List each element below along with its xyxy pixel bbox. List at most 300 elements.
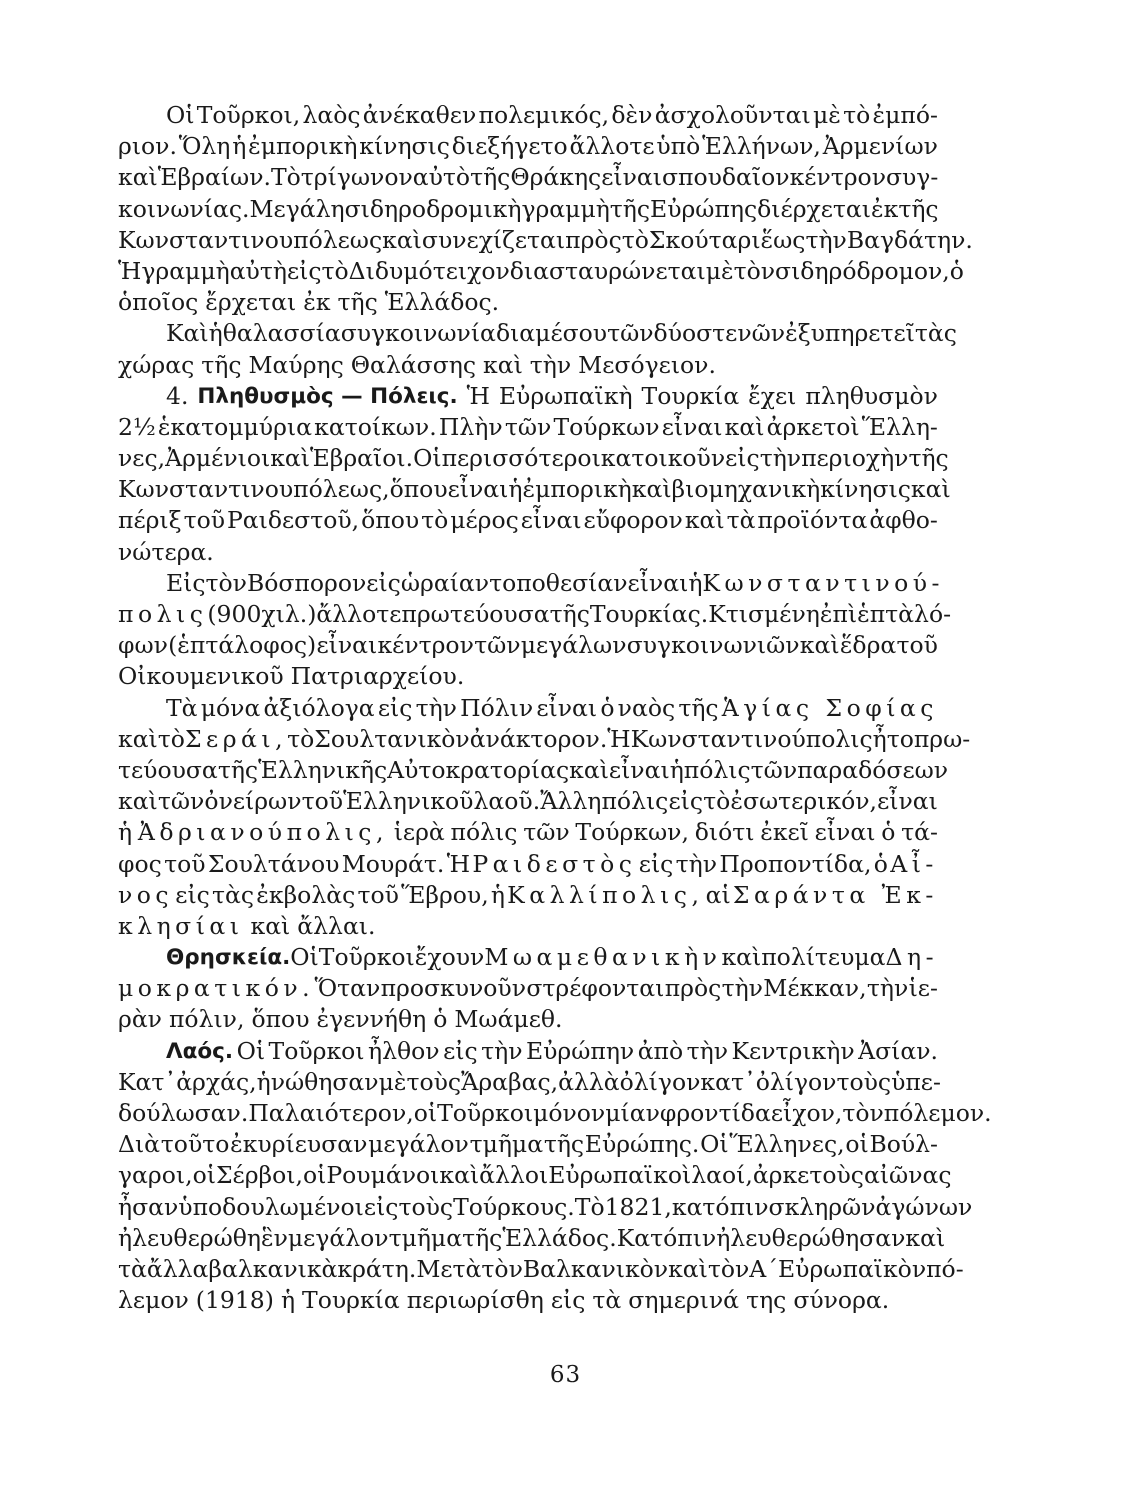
word: ἐκυρίευσαν: [230, 1130, 368, 1159]
word: ἔρχεται: [205, 288, 297, 317]
word: Προποντίδα,: [719, 849, 872, 878]
word: προϊόντα: [757, 506, 868, 535]
word: λαοί,: [691, 1161, 753, 1190]
word: Διδυμότειχον: [348, 256, 510, 285]
word: καὶ: [118, 787, 158, 816]
word: Εὐρώπην: [525, 1036, 635, 1065]
word: καὶ: [724, 412, 765, 441]
word: Εὐρώπης.: [584, 1130, 700, 1159]
word: Κωνσταντινούπολις: [630, 724, 873, 753]
word: τῆς: [908, 444, 949, 473]
word: Τούρκων,: [575, 818, 689, 847]
word: ἐμπορικὴ: [248, 132, 358, 161]
word: τῆς: [609, 194, 651, 223]
spaced-word: Ραιδεστὸς: [472, 849, 637, 878]
word: ὅπου: [361, 506, 420, 535]
word: οἱ: [413, 1099, 438, 1127]
spaced-word: Δη-: [885, 943, 939, 972]
word: τὴν: [686, 1036, 729, 1065]
word: ἐκεῖ: [760, 818, 809, 847]
word: ἦσαν: [118, 1192, 179, 1221]
word: ἀνέκαθεν: [362, 101, 477, 129]
word: πρω-: [913, 724, 971, 753]
word: τοῦ: [301, 787, 344, 816]
word: Α΄: [749, 1254, 779, 1283]
text-line: [118, 537, 938, 568]
word: τοὺς: [398, 1192, 454, 1221]
word: κατ᾽: [700, 1067, 756, 1096]
word: φων: [118, 631, 168, 660]
word: κέντρον: [377, 631, 474, 660]
word: διότι: [694, 818, 755, 847]
word: εἰς: [175, 880, 210, 909]
word: τὴν: [415, 693, 457, 722]
word: τά-: [901, 818, 938, 847]
word: πόλις: [450, 818, 518, 847]
word: ἐκβολὰς: [256, 880, 356, 909]
word: ἀλλὰ: [558, 1067, 620, 1096]
word: τὰς: [212, 880, 255, 909]
word: σύνορα.: [793, 1286, 890, 1315]
word: καὶ: [118, 724, 158, 753]
word: ἡ: [688, 568, 703, 597]
word: ὑπὸ: [656, 132, 701, 161]
word: ὁποῖος: [118, 288, 199, 317]
word: Εἰς: [166, 568, 206, 597]
word: συνεχίζεται: [421, 225, 566, 254]
word: εἶναι: [608, 755, 670, 784]
word: θαλασσία: [222, 319, 341, 348]
body-text: [118, 100, 992, 1316]
heading-word: Θρησκεία.: [166, 945, 291, 971]
word: τῆς: [549, 600, 590, 628]
word: τοὺς: [836, 1067, 892, 1096]
word: μὲ: [812, 101, 841, 129]
word: εἶναι: [536, 693, 598, 722]
word: προσκυνοῦν: [380, 974, 527, 1003]
word: διασταυρώνεται: [509, 256, 706, 285]
word: ἄλλοτε: [569, 132, 655, 161]
spaced-word: κλησίαι: [118, 911, 244, 940]
word: τὸ: [843, 101, 871, 129]
word: καὶ: [270, 444, 310, 473]
word: οἱ: [302, 1161, 327, 1190]
word: ἄλλοτε: [316, 600, 402, 628]
word: καὶ: [631, 475, 672, 504]
word: ἐμπορικὴ: [522, 475, 632, 504]
word: τὸν: [707, 1254, 750, 1283]
word: Ἑλληνικοῦ: [343, 787, 474, 816]
word: βαλκανικὰ: [208, 1254, 338, 1283]
word: ἐγεννήθη: [316, 1005, 427, 1034]
word: τῆς: [543, 1130, 585, 1159]
word: Πόλιν: [460, 693, 534, 722]
word: διεξήγετο: [451, 132, 568, 161]
spaced-word: νος: [118, 880, 174, 909]
text-line: [118, 880, 938, 911]
word: Ἑλλάδος.: [502, 1223, 617, 1252]
word: τὸ: [321, 256, 349, 285]
word: εἰς: [377, 693, 413, 722]
word: δούλωσαν.: [118, 1099, 249, 1127]
word: σιδηρόδρομον,: [775, 256, 950, 285]
word: κατόπιν: [671, 1192, 769, 1221]
word: λεμον: [118, 1286, 189, 1315]
text-line: [118, 1192, 973, 1223]
word: ὁ: [881, 818, 896, 847]
spaced-word: μοκρατικόν.: [118, 974, 315, 1003]
spaced-word: Μωαμεθανικὴν: [484, 943, 722, 972]
word: 4.: [166, 381, 189, 410]
word: καὶ: [910, 475, 951, 504]
word: Τοῦρκοι: [268, 1036, 365, 1065]
word: Τοῦρκοι,: [196, 101, 301, 129]
text-line: [118, 661, 938, 692]
word: συγκοινωνία: [340, 319, 496, 348]
word: πρωτεύουσα: [401, 600, 550, 628]
word: αὐτὴ: [229, 256, 287, 285]
word: Μαύρης: [248, 350, 344, 379]
word: καὶ: [684, 506, 725, 535]
word: Τουρκία: [302, 1286, 400, 1315]
word: ἓν: [260, 1223, 288, 1252]
word: Ἕλλη-: [861, 412, 938, 441]
word: πόλιν,: [168, 1005, 245, 1034]
word: καὶ: [250, 911, 291, 940]
page-number: 63: [549, 1362, 582, 1388]
word: αἱ: [705, 880, 731, 909]
word: ἐμπό-: [872, 101, 938, 129]
spaced-word: Κωνσταντινού-: [702, 568, 944, 597]
word: πρὸς: [664, 974, 722, 1003]
word: πέριξ: [118, 506, 182, 535]
word: τοποθεσίαν: [489, 568, 628, 597]
word: τοῦ: [183, 506, 225, 535]
word: τὰ: [118, 1254, 147, 1283]
text-line: [118, 100, 938, 131]
word: εὔφορον: [583, 506, 683, 535]
word: τοῦ: [164, 849, 206, 878]
text-line: [118, 630, 938, 661]
text-line: [118, 1004, 938, 1035]
text-line: [118, 505, 938, 536]
word: τοῦ: [357, 880, 399, 909]
word: Ἀρμένιοι: [165, 444, 271, 473]
word: στρέφονται: [526, 974, 665, 1003]
word: ὅπου: [389, 475, 448, 504]
word: Τοῦρκοι: [437, 1099, 534, 1127]
word: καὶ: [439, 1161, 480, 1190]
word: ἀφθο-: [869, 506, 938, 535]
word: τῶν: [750, 755, 798, 784]
word: Μεσόγειον.: [578, 350, 716, 379]
text-line: [118, 350, 938, 381]
word: ἦλθον: [368, 1036, 440, 1065]
word: μέρος: [450, 506, 519, 535]
word: ὁ: [433, 1005, 448, 1034]
word: σημερινά: [628, 1286, 740, 1315]
word: συγ-: [885, 163, 939, 192]
word: γαροι,: [118, 1161, 193, 1190]
word: Σκούταρι: [648, 225, 761, 254]
text-line: [118, 1160, 952, 1191]
word: σπουδαῖον: [661, 163, 790, 192]
word: αὐτὸ: [412, 163, 471, 192]
word: τῆς: [678, 693, 719, 722]
word: Μεγάλη: [249, 194, 345, 223]
word: Ὅλη: [178, 132, 231, 161]
text-line: [118, 412, 938, 443]
word: Ἄλλη: [540, 787, 602, 816]
word: καὶ: [721, 943, 762, 972]
word: τῆς: [201, 350, 242, 379]
word: Οἱ: [236, 1036, 266, 1065]
word: ἡ: [508, 475, 523, 504]
word: Τὸ: [270, 163, 301, 192]
word: ἄλλα: [146, 1254, 209, 1283]
word: ἄλλαι.: [297, 911, 376, 940]
word: Ἑλλήνων,: [702, 132, 821, 161]
word: Μέκκαν,: [763, 974, 867, 1003]
word: ἀπὸ: [637, 1036, 684, 1065]
word: σκληρῶν: [768, 1192, 876, 1221]
word: ἀνάκτορον.: [469, 724, 608, 753]
text-line: [118, 474, 951, 505]
word: εἰς: [668, 787, 704, 816]
word: τὸν: [733, 256, 776, 285]
word: Θαλάσσης: [350, 350, 477, 379]
word: Μουράτ.: [341, 849, 445, 878]
word: περισσότεροι: [441, 444, 601, 473]
text-line: [118, 1129, 938, 1160]
word: εἰς: [725, 444, 760, 473]
word: πολίτευμα: [761, 943, 886, 972]
word: ὑποδουλωμένοι: [178, 1192, 364, 1221]
text-line: [118, 1098, 992, 1129]
word: τμῆμα: [469, 1130, 544, 1159]
word: τῆς: [470, 163, 511, 192]
word: ἐκ: [303, 288, 331, 317]
word: Βούλ-: [869, 1130, 938, 1159]
text-line: [118, 1067, 941, 1098]
word: ἱε-: [908, 974, 938, 1003]
word: τὴν: [721, 974, 763, 1003]
word: νες,: [118, 444, 166, 473]
word: Εὐρωπαϊκὸν: [778, 1254, 927, 1283]
word: Τούρκων: [553, 412, 660, 441]
word: δὲν: [611, 101, 653, 129]
word: ἡνώθησαν: [256, 1067, 379, 1096]
word: ἔχει: [748, 381, 797, 410]
word: ὡραίαν: [400, 568, 490, 597]
text-line: [118, 599, 952, 630]
word: Κτισμένη: [708, 600, 820, 628]
word: ἔχουν: [414, 943, 485, 972]
word: Κεντρικὴν: [731, 1036, 855, 1065]
word: Εὐρωπαϊκὴ: [498, 381, 633, 410]
word: ὁ: [873, 849, 888, 878]
word: ἐξυπηρετεῖ: [785, 319, 915, 348]
word: ἡ: [232, 132, 247, 161]
text-line: [118, 786, 938, 817]
text-line: [118, 693, 938, 724]
word: Τουρκία: [641, 381, 740, 410]
word: οἱ: [192, 1161, 216, 1190]
text-line: [118, 973, 938, 1004]
word: ὅπου: [251, 1005, 310, 1034]
word: ἡ: [669, 755, 684, 784]
word: φος: [118, 849, 162, 878]
spaced-word: πολις: [118, 600, 208, 628]
word: Ἄραβας,: [461, 1067, 559, 1096]
word: ὁ: [600, 693, 615, 722]
word: τμῆμα: [388, 1223, 463, 1252]
word: Τουρκίας.: [589, 600, 709, 628]
word: Οἱ: [700, 1130, 729, 1159]
word: τοῦτο: [160, 1130, 230, 1159]
word: τὴν: [805, 225, 847, 254]
word: τεύουσα: [118, 755, 218, 784]
text-line: [118, 381, 938, 412]
word: τῶν: [607, 319, 654, 348]
word: ἕως: [760, 225, 806, 254]
word: τὴν: [759, 444, 802, 473]
word: Μωάμεθ.: [454, 1005, 563, 1034]
word: Καὶ: [166, 319, 209, 348]
word: της: [746, 1286, 787, 1315]
word: εἶναι: [627, 568, 689, 597]
word: εἶναι: [520, 506, 582, 535]
text-line: [118, 194, 938, 225]
word: αἰῶνας: [863, 1161, 952, 1190]
word: περιοχὴν: [801, 444, 909, 473]
word: κατοίκων.: [314, 412, 437, 441]
word: τὸν: [481, 1254, 523, 1283]
word: τοῦ: [896, 631, 938, 660]
text-line: [118, 568, 944, 599]
word: εἰς: [638, 849, 674, 878]
word: διέρχεται: [757, 194, 872, 223]
word: εἶναι: [316, 631, 378, 660]
word: ὁ: [949, 256, 964, 285]
word: κέντρον: [789, 163, 886, 192]
word: μίαν: [605, 1099, 660, 1127]
text-line: [118, 225, 973, 256]
word: Σουλτάνου: [207, 849, 340, 878]
word: κοινωνίας.: [118, 194, 250, 223]
word: εἶναι: [877, 787, 938, 816]
heading-word: Λαός.: [166, 1038, 234, 1064]
word: ἑπτὰ: [857, 600, 915, 628]
word: ἕδρα: [839, 631, 897, 660]
word: ἄλλοι: [479, 1161, 549, 1190]
word: γραμμὴ: [141, 256, 230, 285]
word: Ἡ: [118, 256, 142, 285]
word: Οἰκουμενικοῦ: [118, 662, 284, 691]
text-line: [118, 162, 938, 193]
word: Οἱ: [166, 101, 195, 129]
word: Κωνσταντινουπόλεως,: [118, 475, 390, 504]
word: Ἕβρου,: [401, 880, 489, 909]
word: πό-: [926, 1254, 964, 1283]
word: τῶν: [474, 631, 521, 660]
word: Βόσπορον: [246, 568, 367, 597]
word: Πατριαρχείου.: [290, 662, 465, 691]
word: διαμέσου: [495, 319, 608, 348]
word: Ἡ: [607, 724, 631, 753]
word: φροντίδα: [659, 1099, 771, 1127]
word: εἶναι: [447, 475, 509, 504]
spaced-word: Ἁγίας Σοφίας: [721, 693, 938, 722]
word: εἰς: [286, 256, 322, 285]
word: ἐσωτερικόν,: [730, 787, 877, 816]
word: ἐκ: [871, 194, 899, 223]
spaced-word: Καλλίπολις,: [507, 880, 704, 909]
word: Πλὴν: [438, 412, 503, 441]
word: τὰ: [726, 506, 756, 535]
word: χιλ.): [261, 600, 317, 628]
word: παραδόσεων: [797, 755, 949, 784]
text-line: [118, 1254, 964, 1285]
word: τὸν: [842, 1099, 884, 1127]
text-line: [118, 755, 949, 786]
word: κράτη.: [337, 1254, 417, 1283]
word: τὰς: [914, 319, 957, 348]
word: Παλαιότερον,: [248, 1099, 414, 1127]
word: τὸ: [287, 724, 315, 753]
word: Ἀσίαν.: [858, 1036, 938, 1065]
word: Ἡ: [446, 849, 471, 878]
word: Βαλκανικὸν: [522, 1254, 669, 1283]
word: τὸ: [621, 225, 649, 254]
word: Ραιδεστοῦ,: [226, 506, 360, 535]
word: ἑκατομμύρια: [157, 412, 312, 441]
word: τῆς: [898, 194, 939, 223]
word: στενῶν: [696, 319, 786, 348]
word: Τοῦρκοι: [318, 943, 415, 972]
text-line: [118, 1223, 946, 1254]
word: Ἑλλάδος.: [384, 288, 500, 317]
word: σιδηροδρομικὴ: [344, 194, 522, 223]
text-line: [118, 256, 964, 287]
word: λαὸς: [302, 101, 361, 129]
word: ἦτο: [872, 724, 914, 753]
word: καὶ: [382, 225, 422, 254]
word: Ὅταν: [314, 974, 381, 1003]
text-line: [118, 911, 938, 942]
word: εἰς: [366, 568, 401, 597]
word: τὰ: [592, 1286, 622, 1315]
word: τῆς: [337, 288, 378, 317]
word: Ἑβραίων.: [157, 163, 271, 192]
word: Σέρβοι,: [215, 1161, 303, 1190]
word: Βαγδάτην.: [846, 225, 973, 254]
word: ριον.: [118, 132, 177, 161]
word: τοὺς: [406, 1067, 462, 1096]
word: πόλεμον.: [883, 1099, 992, 1127]
word: καὶ: [905, 1223, 946, 1252]
word: Κατόπιν: [616, 1223, 717, 1252]
word: (ἑπτάλοφος): [168, 631, 317, 660]
word: ἀξιόλογα: [263, 693, 375, 722]
word: μεγάλον: [368, 1130, 469, 1159]
spaced-word: Σεράι,: [184, 724, 288, 753]
text-line: [118, 318, 957, 349]
word: ἐπὶ: [819, 600, 858, 628]
word: βιομηχανικὴ: [671, 475, 821, 504]
word: εἶναι: [814, 818, 876, 847]
text-line: [118, 131, 938, 162]
